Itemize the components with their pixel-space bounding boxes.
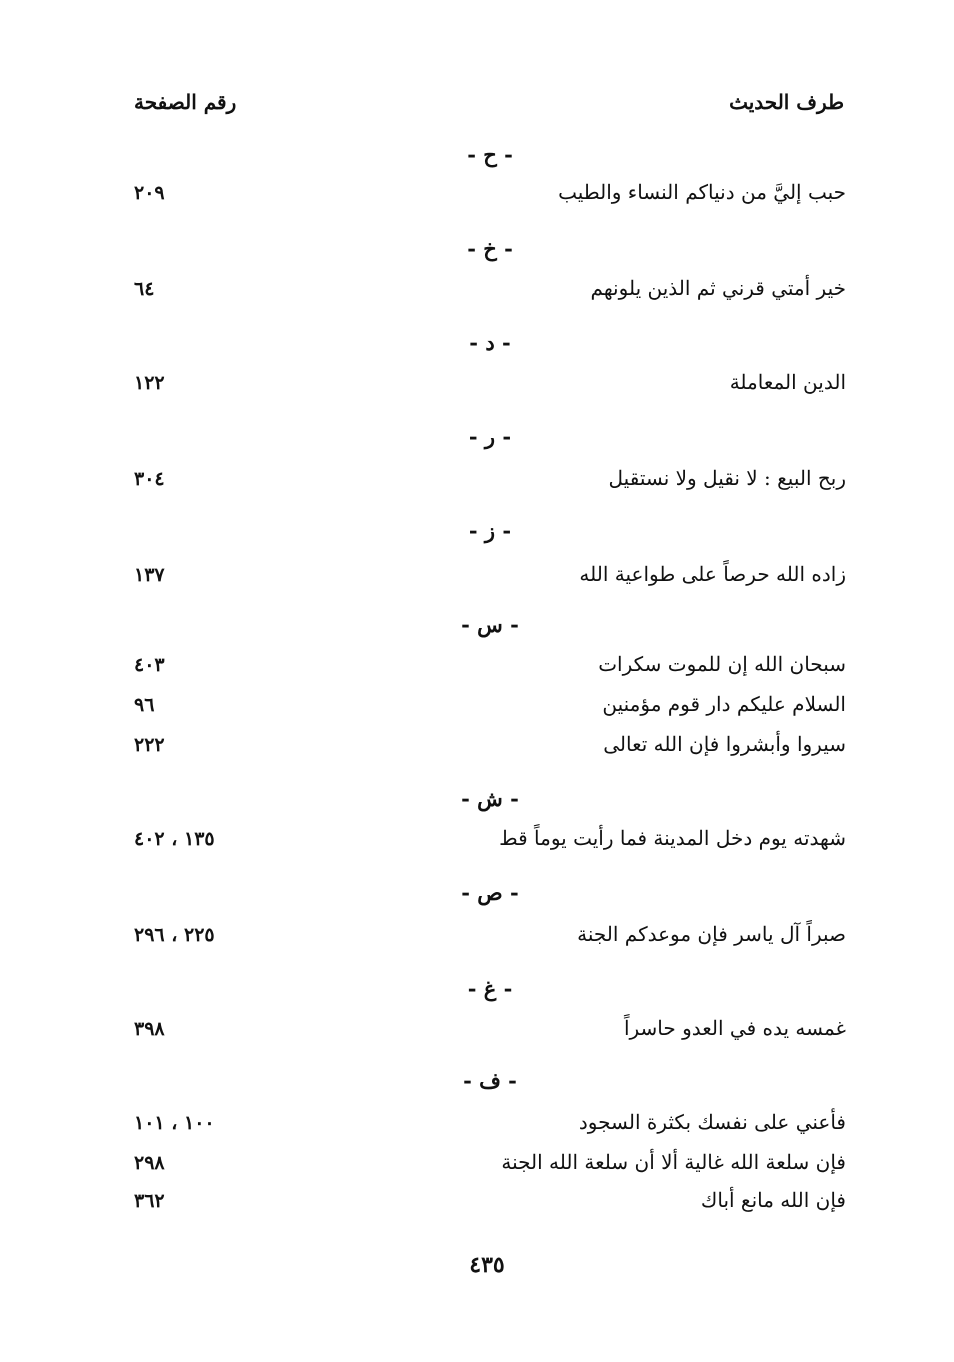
section-letter: - خ - [467,236,513,261]
hadith-text: زاده الله حرصاً على طواعية الله [579,562,846,586]
hadith-pages: ٣٩٨ [134,1018,165,1040]
hadith-pages: ٢٩٨ [134,1152,165,1174]
hadith-text: فإن الله مانع أباك [700,1188,846,1212]
hadith-pages: ١٠٠ ، ١٠١ [134,1112,215,1134]
hadith-pages: ٤٠٣ [134,654,165,676]
hadith-text: السلام عليكم دار قوم مؤمنين [602,692,846,716]
hadith-pages: ٦٤ [134,278,155,300]
section-letter: - غ - [467,976,513,1001]
hadith-text: خير أمتي قرني ثم الذين يلونهم [590,276,846,300]
hadith-text: فأعني على نفسك بكثرة السجود [578,1110,846,1134]
hadith-text: غمسه يده في العدو حاسراً [623,1016,846,1040]
section-letter: - ش - [461,786,519,811]
hadith-pages: ٣٠٤ [134,468,165,490]
hadith-text: فإن سلعة الله غالية ألا أن سلعة الله الجنة [501,1150,846,1174]
hadith-text: ربح البيع : لا نقيل ولا نستقيل [608,466,846,490]
section-letter: - ف - [463,1068,517,1093]
section-letter: - د - [469,330,511,355]
section-letter: - س - [461,612,519,637]
column-header-hadith: طرف الحديث [729,90,844,114]
section-letter: - ر - [468,424,512,449]
hadith-pages: ١٢٢ [134,372,165,394]
hadith-pages: ١٣٧ [134,564,165,586]
section-letter: - ص - [461,880,519,905]
hadith-pages: ٢٢٢ [134,734,165,756]
section-letter: - ز - [468,518,512,543]
hadith-text: شهدته يوم دخل المدينة فما رأيت يوماً قط [499,826,846,850]
hadith-pages: ٣٦٢ [134,1190,165,1212]
hadith-pages: ١٣٥ ، ٤٠٢ [134,828,215,850]
hadith-pages: ٢٢٥ ، ٢٩٦ [134,924,215,946]
column-header-page-number: رقم الصفحة [134,90,237,114]
hadith-text: سيروا وأبشروا فإن الله تعالى [603,732,846,756]
hadith-text: الدين المعاملة [729,370,846,394]
hadith-pages: ٩٦ [134,694,155,716]
hadith-pages: ٢٠٩ [134,182,165,204]
hadith-text: صبراً آل ياسر فإن موعدكم الجنة [577,922,846,946]
hadith-text: سبحان الله إن للموت سكرات [598,652,846,676]
page-number: ٤٣٥ [469,1252,505,1278]
hadith-text: حبب إليَّ من دنياكم النساء والطيب [558,180,846,204]
section-letter: - ح - [467,142,513,167]
